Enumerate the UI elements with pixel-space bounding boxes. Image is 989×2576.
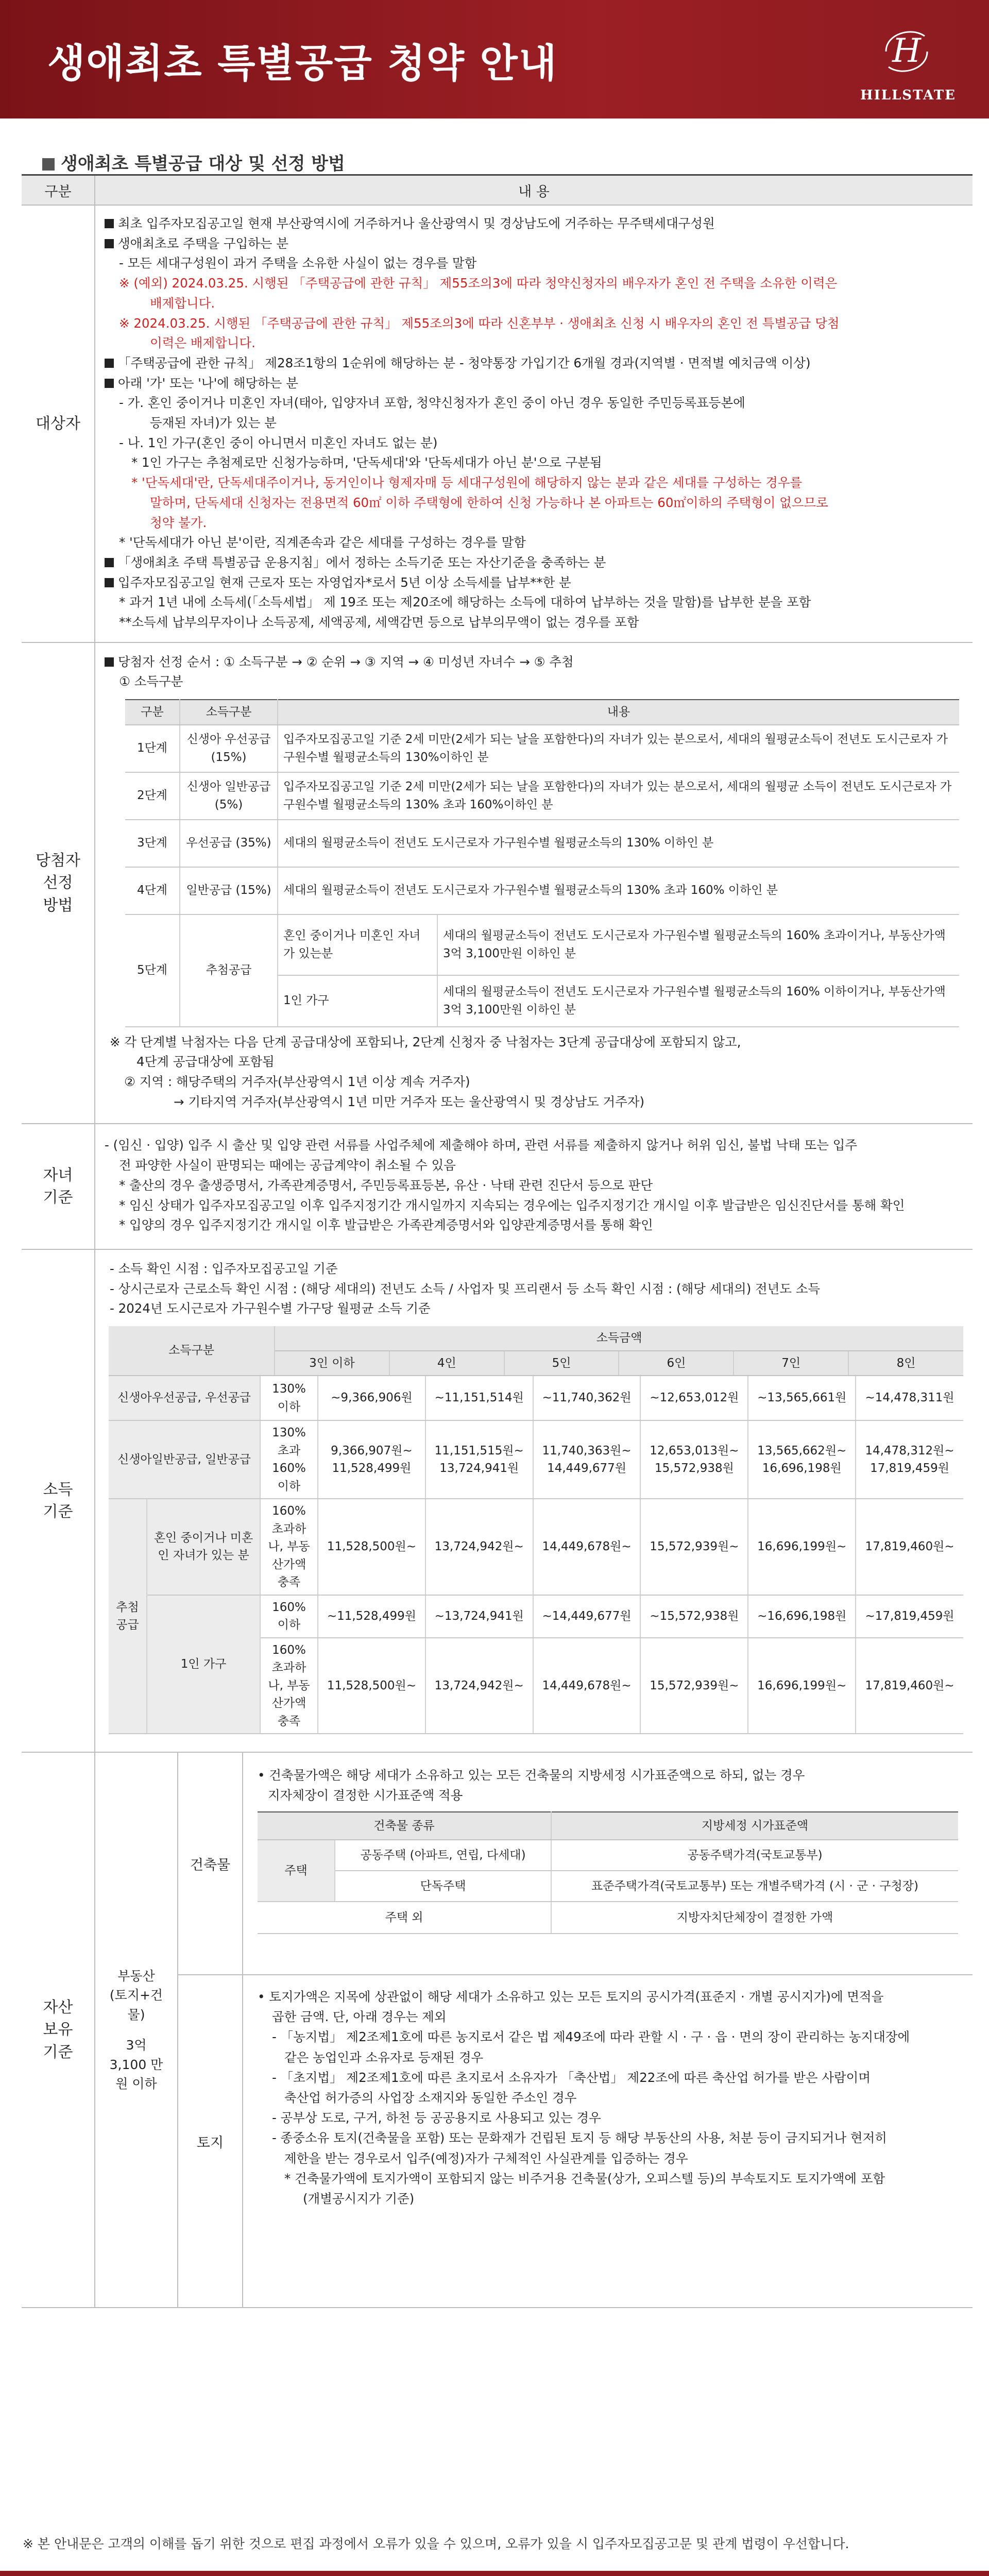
column-header-category: 구분 xyxy=(22,176,95,205)
income-table: 소득구분 소득금액 3인 이하 4인 5인 6인 7인 8인 xyxy=(109,1326,963,1376)
table-row: 1인 가구 세대의 월평균소득이 전년도 도시근로자 가구원수별 월평균소득의 160% 이하이거나, 부동산가액 3억 3,100만원 이하인 분 xyxy=(125,975,959,1027)
selection-order: 당첨자 선정 순서 : ① 소득구분 → ② 순위 → ③ 지역 → ④ 미성년 자녀수 → ⑤ 추첨 xyxy=(105,652,963,672)
selection-notes xyxy=(105,1032,963,1112)
square-bullet-icon xyxy=(105,578,114,587)
table-row: 2단계 신생아 일반공급 (5%) 입주자모집공고일 기준 2세 미만(2세가 되는 날을 포함한다)의 자녀가 있는 분으로서, 세대의 월평균 소득이 전년도 도시근로자 가구원수별 월평균소득의 130% 초과 160%이하인 분 xyxy=(125,772,959,820)
eligibility-line xyxy=(105,274,963,294)
row-assets xyxy=(22,1752,973,2308)
column-header-content: 내 용 xyxy=(95,176,973,205)
eligibility-line-text: 청약 불가. xyxy=(150,515,207,530)
land-content xyxy=(243,1975,973,2307)
hillstate-emblem-icon xyxy=(876,21,937,82)
selection-content xyxy=(95,642,973,1124)
table-row: 1인 가구 160% 이하 ~11,528,499원 ~13,724,941원 ~14,449,677원 ~15,572,938원 ~16,696,198원 ~17,819,459원 xyxy=(109,1595,963,1638)
square-bullet-icon xyxy=(105,219,114,228)
eligibility-line-text: * '단독세대가 아닌 분'이란, 직계존속과 같은 세대를 구성하는 경우를 말함 xyxy=(119,535,526,550)
eligibility-line-text: 최초 입주자모집공고일 현재 부산광역시에 거주하거나 울산광역시 및 경상남도에 거주하는 무주택세대구성원 xyxy=(118,216,715,231)
eligibility-line-text: ※ 2024.03.25. 시행된 「주택공급에 관한 규칙」 제55조의3에 따라 신혼부부 · 생애최초 신청 시 배우자의 혼인 전 특별공급 당첨 xyxy=(119,315,840,331)
row-eligibility xyxy=(22,205,973,642)
land-line: - 공부상 도로, 구거, 하천 등 공공용지로 사용되고 있는 경우 xyxy=(272,2110,601,2126)
th-income-type: 소득구분 xyxy=(180,700,278,725)
eligibility-line xyxy=(105,234,963,254)
label-income: 소득 기준 xyxy=(22,1249,95,1752)
page-title: 생애최초 특별공급 청약 안내 xyxy=(47,40,558,86)
eligibility-line xyxy=(105,513,963,533)
land-line: - 종중소유 토지(건축물을 포함) 또는 문화재가 건립된 토지 등 해당 부동산의 사용, 처분 등이 금지되거나 현저히 xyxy=(272,2130,887,2146)
children-line: * 입양의 경우 입주지정기간 개시일 이후 발급받은 가족관계증명서와 입양관계증명서를 통해 확인 xyxy=(119,1217,653,1233)
th-stage: 구분 xyxy=(125,700,180,725)
eligibility-line xyxy=(105,573,963,593)
table-row: 5단계 추첨공급 혼인 중이거나 미혼인 자녀가 있는분 세대의 월평균소득이 전년도 도시근로자 가구원수별 월평균소득의 160% 초과이거나, 부동산가액 3억 3,100만원 이하인 분 xyxy=(125,914,959,975)
eligibility-line-text: 입주자모집공고일 현재 근로자 또는 자영업자*로서 5년 이상 소득세를 납부**한 분 xyxy=(118,574,571,590)
children-line: - (임신 · 입양) 입주 시 출산 및 입양 관련 서류를 사업주체에 제출해야 하며, 관련 서류를 제출하지 않거나 허위 임신, 불법 낙태 또는 입주 xyxy=(105,1138,858,1153)
eligibility-line xyxy=(105,493,963,513)
row-income xyxy=(22,1249,973,1752)
row-children xyxy=(22,1124,973,1249)
section-title: 생애최초 특별공급 대상 및 선정 방법 xyxy=(42,149,345,175)
main-table xyxy=(22,176,973,2308)
eligibility-line-text: - 가. 혼인 중이거나 미혼인 자녀(태아, 입양자녀 포함, 청약신청자가 혼인 중이 아닌 경우 동일한 주민등록표등본에 xyxy=(119,395,745,411)
children-line: * 임신 상태가 입주자모집공고일 이후 입주지정기간 개시일까지 지속되는 경우에는 입주지정기간 개시일 이후 발급받은 임신진단서를 통해 확인 xyxy=(119,1197,905,1213)
square-bullet-icon xyxy=(105,239,114,248)
eligibility-line xyxy=(105,374,963,394)
land-line: 같은 농업인과 소유자로 등재된 경우 xyxy=(284,2049,484,2065)
th-income-group: 소득구분 xyxy=(109,1326,275,1376)
income-line: - 2024년 도시근로자 가구원수별 가구당 월평균 소득 기준 xyxy=(110,1301,431,1316)
main-table-wrapper xyxy=(22,174,973,2308)
selection-note: ② 지역 : 해당주택의 거주자(부산광역시 1년 이상 계속 거주자) xyxy=(124,1074,470,1090)
land-line: - 「농지법」 제2조제1호에 따른 농지로서 같은 법 제49조에 따라 관할 시 · 구 · 읍 · 면의 장이 관리하는 농지대장에 xyxy=(272,2029,910,2045)
assets-content xyxy=(95,1752,973,2308)
land-label: 토지 xyxy=(178,1975,243,2307)
land-line: 축산업 허가증의 사업장 소재지와 동일한 주소인 경우 xyxy=(284,2090,577,2106)
th-income-amount: 소득금액 xyxy=(275,1326,963,1351)
table-row: 신생아우선공급, 우선공급 130% 이하 ~9,366,906원 ~11,151,514원 ~11,740,362원 ~12,653,012원 ~13,565,661원 ~14,478,311원 xyxy=(109,1376,963,1420)
income-values-table xyxy=(109,1376,963,1734)
eligibility-line-text: 「주택공급에 관한 규칙」 제28조1항의 1순위에 해당하는 분 - 청약통장 가입기간 6개월 경과(지역별 · 면적별 예치금액 이상) xyxy=(118,355,811,370)
table-row: 주택 외 지방자치단체장이 결정한 가액 xyxy=(258,1902,958,1934)
building-content: • 건축물가액은 해당 세대가 소유하고 있는 모든 건축물의 지방세정 시가표준액으로 하되, 없는 경우 지자체장이 결정한 시가표준액 적용 건축물 종류 지방세정 시가표준액 주택 공동주택 (아파트, 연립, 다세대) 공동주택가격(국토교통부) 단독주택 표준주택가격(국토교통부) 또는 개별주택가격 (시 · 군 · 구청장) 주택 외 지방자치단체장이 결정한 가액 xyxy=(243,1753,973,1975)
eligibility-line xyxy=(105,433,963,453)
square-bullet-icon xyxy=(42,158,55,171)
label-assets: 자산 보유 기준 xyxy=(22,1752,95,2308)
eligibility-line xyxy=(105,473,963,493)
selection-note: → 기타지역 거주자(부산광역시 1년 미만 거주자 또는 울산광역시 및 경상남도 거주자) xyxy=(174,1094,645,1109)
eligibility-line xyxy=(105,613,963,633)
hillstate-logo xyxy=(860,21,956,103)
selection-note: 4단계 공급대상에 포함됨 xyxy=(137,1054,275,1070)
footer-bar xyxy=(0,2571,989,2576)
land-line: 제한을 받는 경우로서 입주(예정)자가 구체적인 사실관계를 입증하는 경우 xyxy=(284,2150,688,2166)
income-content xyxy=(95,1249,973,1752)
income-line: - 상시근로자 근로소득 확인 시점 : (해당 세대의) 전년도 소득 / 사업자 및 프리랜서 등 소득 확인 시점 : (해당 세대의) 전년도 소득 xyxy=(110,1281,821,1296)
real-estate-label: 부동산 (토지+건물) 3억 3,100 만원 이하 xyxy=(95,1753,178,2307)
land-line: 곱한 금액. 단, 아래 경우는 제외 xyxy=(272,2009,447,2025)
table-row: 160% 초과하나, 부동산가액 충족 11,528,500원~ 13,724,942원~ 14,449,678원~ 15,572,939원~ 16,696,199원~ 17,819,460원~ xyxy=(109,1638,963,1734)
table-row: 단독주택 표준주택가격(국토교통부) 또는 개별주택가격 (시 · 군 · 구청장) xyxy=(258,1871,958,1902)
page-header xyxy=(0,0,989,118)
eligibility-content xyxy=(95,205,973,642)
eligibility-line-text: * 1인 가구는 추첨제로만 신청가능하며, '단독세대'와 '단독세대가 아닌 분'으로 구분됨 xyxy=(131,455,602,470)
square-bullet-icon xyxy=(105,657,114,667)
table-row: 4단계 일반공급 (15%) 세대의 월평균소득이 전년도 도시근로자 가구원수별 월평균소득의 130% 초과 160% 이하인 분 xyxy=(125,867,959,914)
eligibility-line-text: * '단독세대'란, 단독세대주이거나, 동거인이나 형제자매 등 세대구성원에 해당하지 않는 분과 같은 세대를 구성하는 경우를 xyxy=(131,475,803,490)
land-line: • 토지가액은 지목에 상관없이 해당 세대가 소유하고 있는 모든 토지의 공시가격(표준지 · 개별 공시지가)에 면적을 xyxy=(258,1989,884,2005)
row-selection xyxy=(22,642,973,1124)
eligibility-line xyxy=(105,333,963,353)
eligibility-line xyxy=(105,253,963,274)
column-header-row xyxy=(22,176,973,205)
table-row: 추첨 공급 혼인 중이거나 미혼인 자녀가 있는 분 160% 초과하나, 부동산가액 충족 11,528,500원~ 13,724,942원~ 14,449,678원~ 15,572,939원~ 16,696,199원~ 17,819,460원~ xyxy=(109,1499,963,1595)
eligibility-line-text: 「생애최초 주택 특별공급 운용지침」에서 정하는 소득기준 또는 자산기준을 충족하는 분 xyxy=(118,554,606,570)
square-bullet-icon xyxy=(105,558,114,567)
children-content xyxy=(95,1124,973,1249)
eligibility-line-text: 생애최초로 주택을 구입하는 분 xyxy=(118,235,289,251)
children-line: * 출산의 경우 출생증명서, 가족관계증명서, 주민등록표등본, 유산 · 낙태 관련 진단서 등으로 판단 xyxy=(119,1177,653,1193)
eligibility-line-text: * 과거 1년 내에 소득세(「소득세법」 제 19조 또는 제20조에 해당하는 소득에 대하여 납부하는 것을 말함)를 납부한 분을 포함 xyxy=(119,595,811,610)
table-row: 주택 공동주택 (아파트, 연립, 다세대) 공동주택가격(국토교통부) xyxy=(258,1840,958,1871)
eligibility-line-text: - 나. 1인 가구(혼인 중이 아니면서 미혼인 자녀도 없는 분) xyxy=(119,435,438,450)
land-line: (개별공시지가 기준) xyxy=(303,2191,415,2206)
table-row: 신생아일반공급, 일반공급 130% 초과 160% 이하 9,366,907원~ 11,528,499원 11,151,515원~ 13,724,941원 11,740,363원~ 14,449,677원 12,653,013원~ 15,572,938원 13,565,662원~ 16,696,198원 14,478,312원~ 17,819,459원 xyxy=(109,1420,963,1499)
eligibility-line xyxy=(105,533,963,553)
eligibility-line xyxy=(105,592,963,613)
footer-note: ※ 본 안내문은 고객의 이해를 돕기 위한 것으로 편집 과정에서 오류가 있을 수 있으며, 오류가 있을 시 입주자모집공고문 및 관계 법령이 우선합니다. xyxy=(23,2536,849,2551)
logo-glyph: H xyxy=(892,32,921,70)
building-table: 건축물 종류 지방세정 시가표준액 주택 공동주택 (아파트, 연립, 다세대) 공동주택가격(국토교통부) 단독주택 표준주택가격(국토교통부) 또는 개별주택가격 (시 · 군 · 구청장) 주택 외 지방자치단체장이 결정한 가액 xyxy=(258,1811,958,1934)
eligibility-line-text: 등재된 자녀)가 있는 분 xyxy=(150,415,277,431)
label-selection: 당첨자 선정 방법 xyxy=(22,642,95,1124)
eligibility-line-text: **소득세 납부의무자이나 소득공제, 세액공제, 세액감면 등으로 납부의무액이 없는 경우를 포함 xyxy=(119,615,639,630)
income-class-subtitle: ① 소득구분 xyxy=(119,674,183,689)
land-line: * 건축물가액에 토지가액이 포함되지 않는 비주거용 건축물(상가, 오피스텔 등)의 부속토지도 토지가액에 포함 xyxy=(284,2171,885,2186)
eligibility-line-text: 이력은 배제합니다. xyxy=(150,335,255,351)
eligibility-line-text: 아래 '가' 또는 '나'에 해당하는 분 xyxy=(118,375,298,391)
income-class-table xyxy=(125,699,959,1027)
eligibility-line xyxy=(105,413,963,433)
eligibility-line xyxy=(105,453,963,473)
eligibility-line-text: 말하며, 단독세대 신청자는 전용면적 60㎡ 이하 주택형에 한하여 신청 가능하나 본 아파트는 60㎡이하의 주택형이 없으므로 xyxy=(150,495,828,510)
eligibility-line-text: 배제합니다. xyxy=(150,295,215,311)
eligibility-line xyxy=(105,314,963,334)
table-row: 1단계 신생아 우선공급 (15%) 입주자모집공고일 기준 2세 미만(2세가 되는 날을 포함한다)의 자녀가 있는 분으로서, 세대의 월평균소득이 전년도 도시근로자 가구원수별 월평균소득의 130%이하인 분 xyxy=(125,725,959,772)
selection-note: ※ 각 단계별 낙첨자는 다음 단계 공급대상에 포함되나, 2단계 신청자 중 낙첨자는 3단계 공급대상에 포함되지 않고, xyxy=(110,1034,741,1049)
building-label: 건축물 xyxy=(178,1753,243,1975)
th-desc: 내용 xyxy=(278,700,959,725)
eligibility-line xyxy=(105,553,963,573)
children-line: 전 파양한 사실이 판명되는 때에는 공급계약이 취소될 수 있음 xyxy=(119,1158,456,1173)
eligibility-line xyxy=(105,294,963,314)
label-eligibility: 대상자 xyxy=(22,205,95,642)
square-bullet-icon xyxy=(105,359,114,368)
income-line: - 소득 확인 시점 : 입주자모집공고일 기준 xyxy=(110,1261,338,1276)
eligibility-line-text: - 모든 세대구성원이 과거 주택을 소유한 사실이 없는 경우를 말함 xyxy=(119,256,477,271)
eligibility-line xyxy=(105,393,963,413)
table-row: 3단계 우선공급 (35%) 세대의 월평균소득이 전년도 도시근로자 가구원수별 월평균소득의 130% 이하인 분 xyxy=(125,820,959,867)
square-bullet-icon xyxy=(105,379,114,388)
eligibility-line xyxy=(105,353,963,374)
label-children: 자녀 기준 xyxy=(22,1124,95,1249)
eligibility-line xyxy=(105,214,963,234)
land-line: - 「초지법」 제2조제1호에 따른 초지로서 소유자가 「축산법」 제22조에 따른 축산업 허가를 받은 사람이며 xyxy=(272,2070,871,2085)
logo-text: HILLSTATE xyxy=(860,88,956,103)
eligibility-line-text: ※ (예외) 2024.03.25. 시행된 「주택공급에 관한 규칙」 제55조의3에 따라 청약신청자의 배우자가 혼인 전 주택을 소유한 이력은 xyxy=(119,276,838,291)
